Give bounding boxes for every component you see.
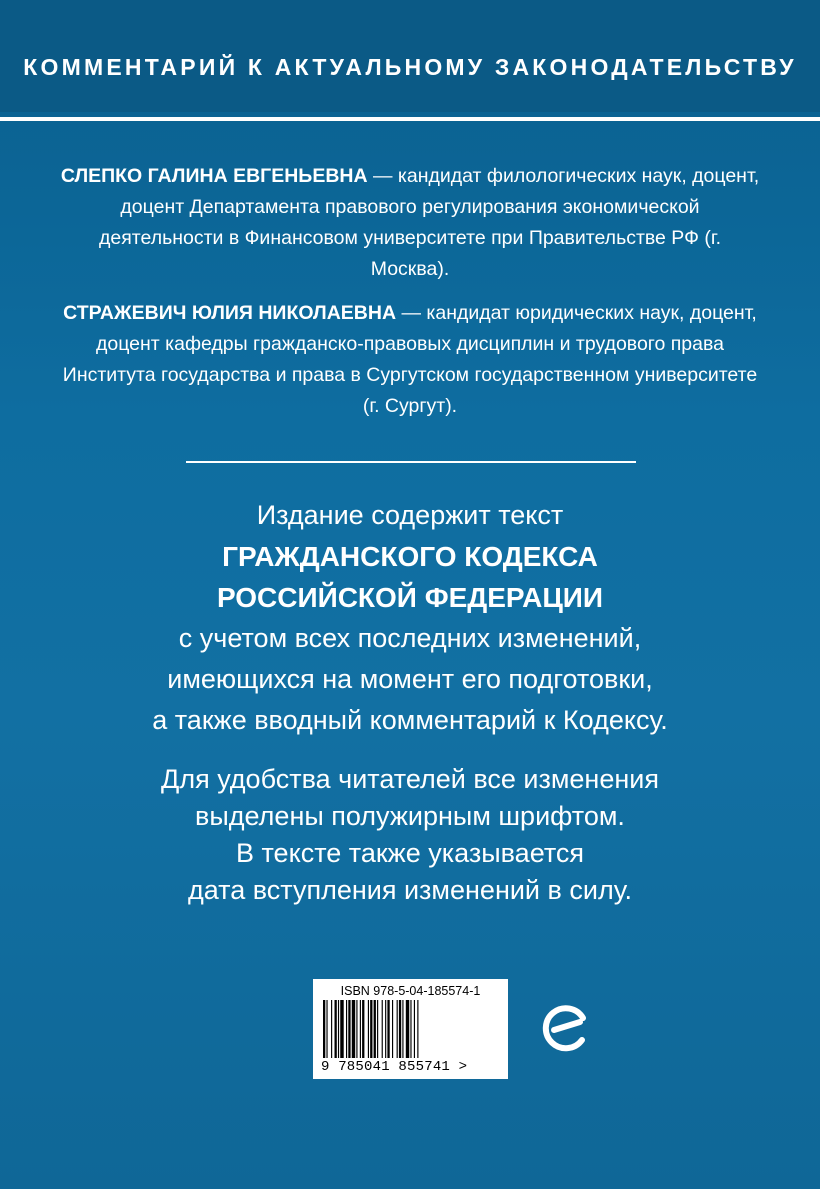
header-band [0,0,820,112]
isbn-label: ISBN 978-5-04-185574-1 [340,984,481,998]
notes-line-1: Для удобства читателей все изменения [161,764,659,794]
author-1-bio: — кандидат филологических наук, доцент, доцент Департамента правового регулирования экономической деятельности в Финансовом университете при Правительстве РФ (г. Москва). [99,165,760,280]
author-2 [60,298,760,422]
header-rule [0,117,820,121]
author-2-bio: — кандидат юридических наук, доцент, доцент кафедры гражданско-правовых дисциплин и трудового права Института государства и права в Сургутском государственном университете (г. Сургут). [62,302,758,417]
divider-line [186,461,636,463]
eksmo-e-logo-icon [540,1000,590,1056]
barcode-icon [323,1000,498,1060]
intro-line-1: Издание содержит текст [256,500,564,530]
intro-line-2: с учетом всех последних изменений, [178,623,642,653]
intro-line-3: имеющихся на момент его подготовки, [167,664,653,694]
notes-line-3: В тексте также указывается [235,838,585,868]
notes-line-2: выделены полужирным шрифтом. [195,801,625,831]
series-title: КОММЕНТАРИЙ К АКТУАЛЬНОМУ ЗАКОНОДАТЕЛЬСТВУ [23,54,797,80]
intro-block [40,495,780,741]
code-title-line-1: ГРАЖДАНСКОГО КОДЕКСА [222,541,598,572]
notes-line-4: дата вступления изменений в силу. [188,875,632,905]
barcode-digits: 9 785041 855741 > [321,1059,468,1075]
barcode-box [313,979,508,1079]
notes-block [40,761,780,909]
author-1-name: СЛЕПКО ГАЛИНА ЕВГЕНЬЕВНА [60,165,368,187]
author-1 [60,161,760,285]
author-2-name: СТРАЖЕВИЧ ЮЛИЯ НИКОЛАЕВНА [63,302,397,324]
intro-line-4: а также вводный комментарий к Кодексу. [152,705,668,735]
code-title-line-2: РОССИЙСКОЙ ФЕДЕРАЦИИ [216,582,604,613]
